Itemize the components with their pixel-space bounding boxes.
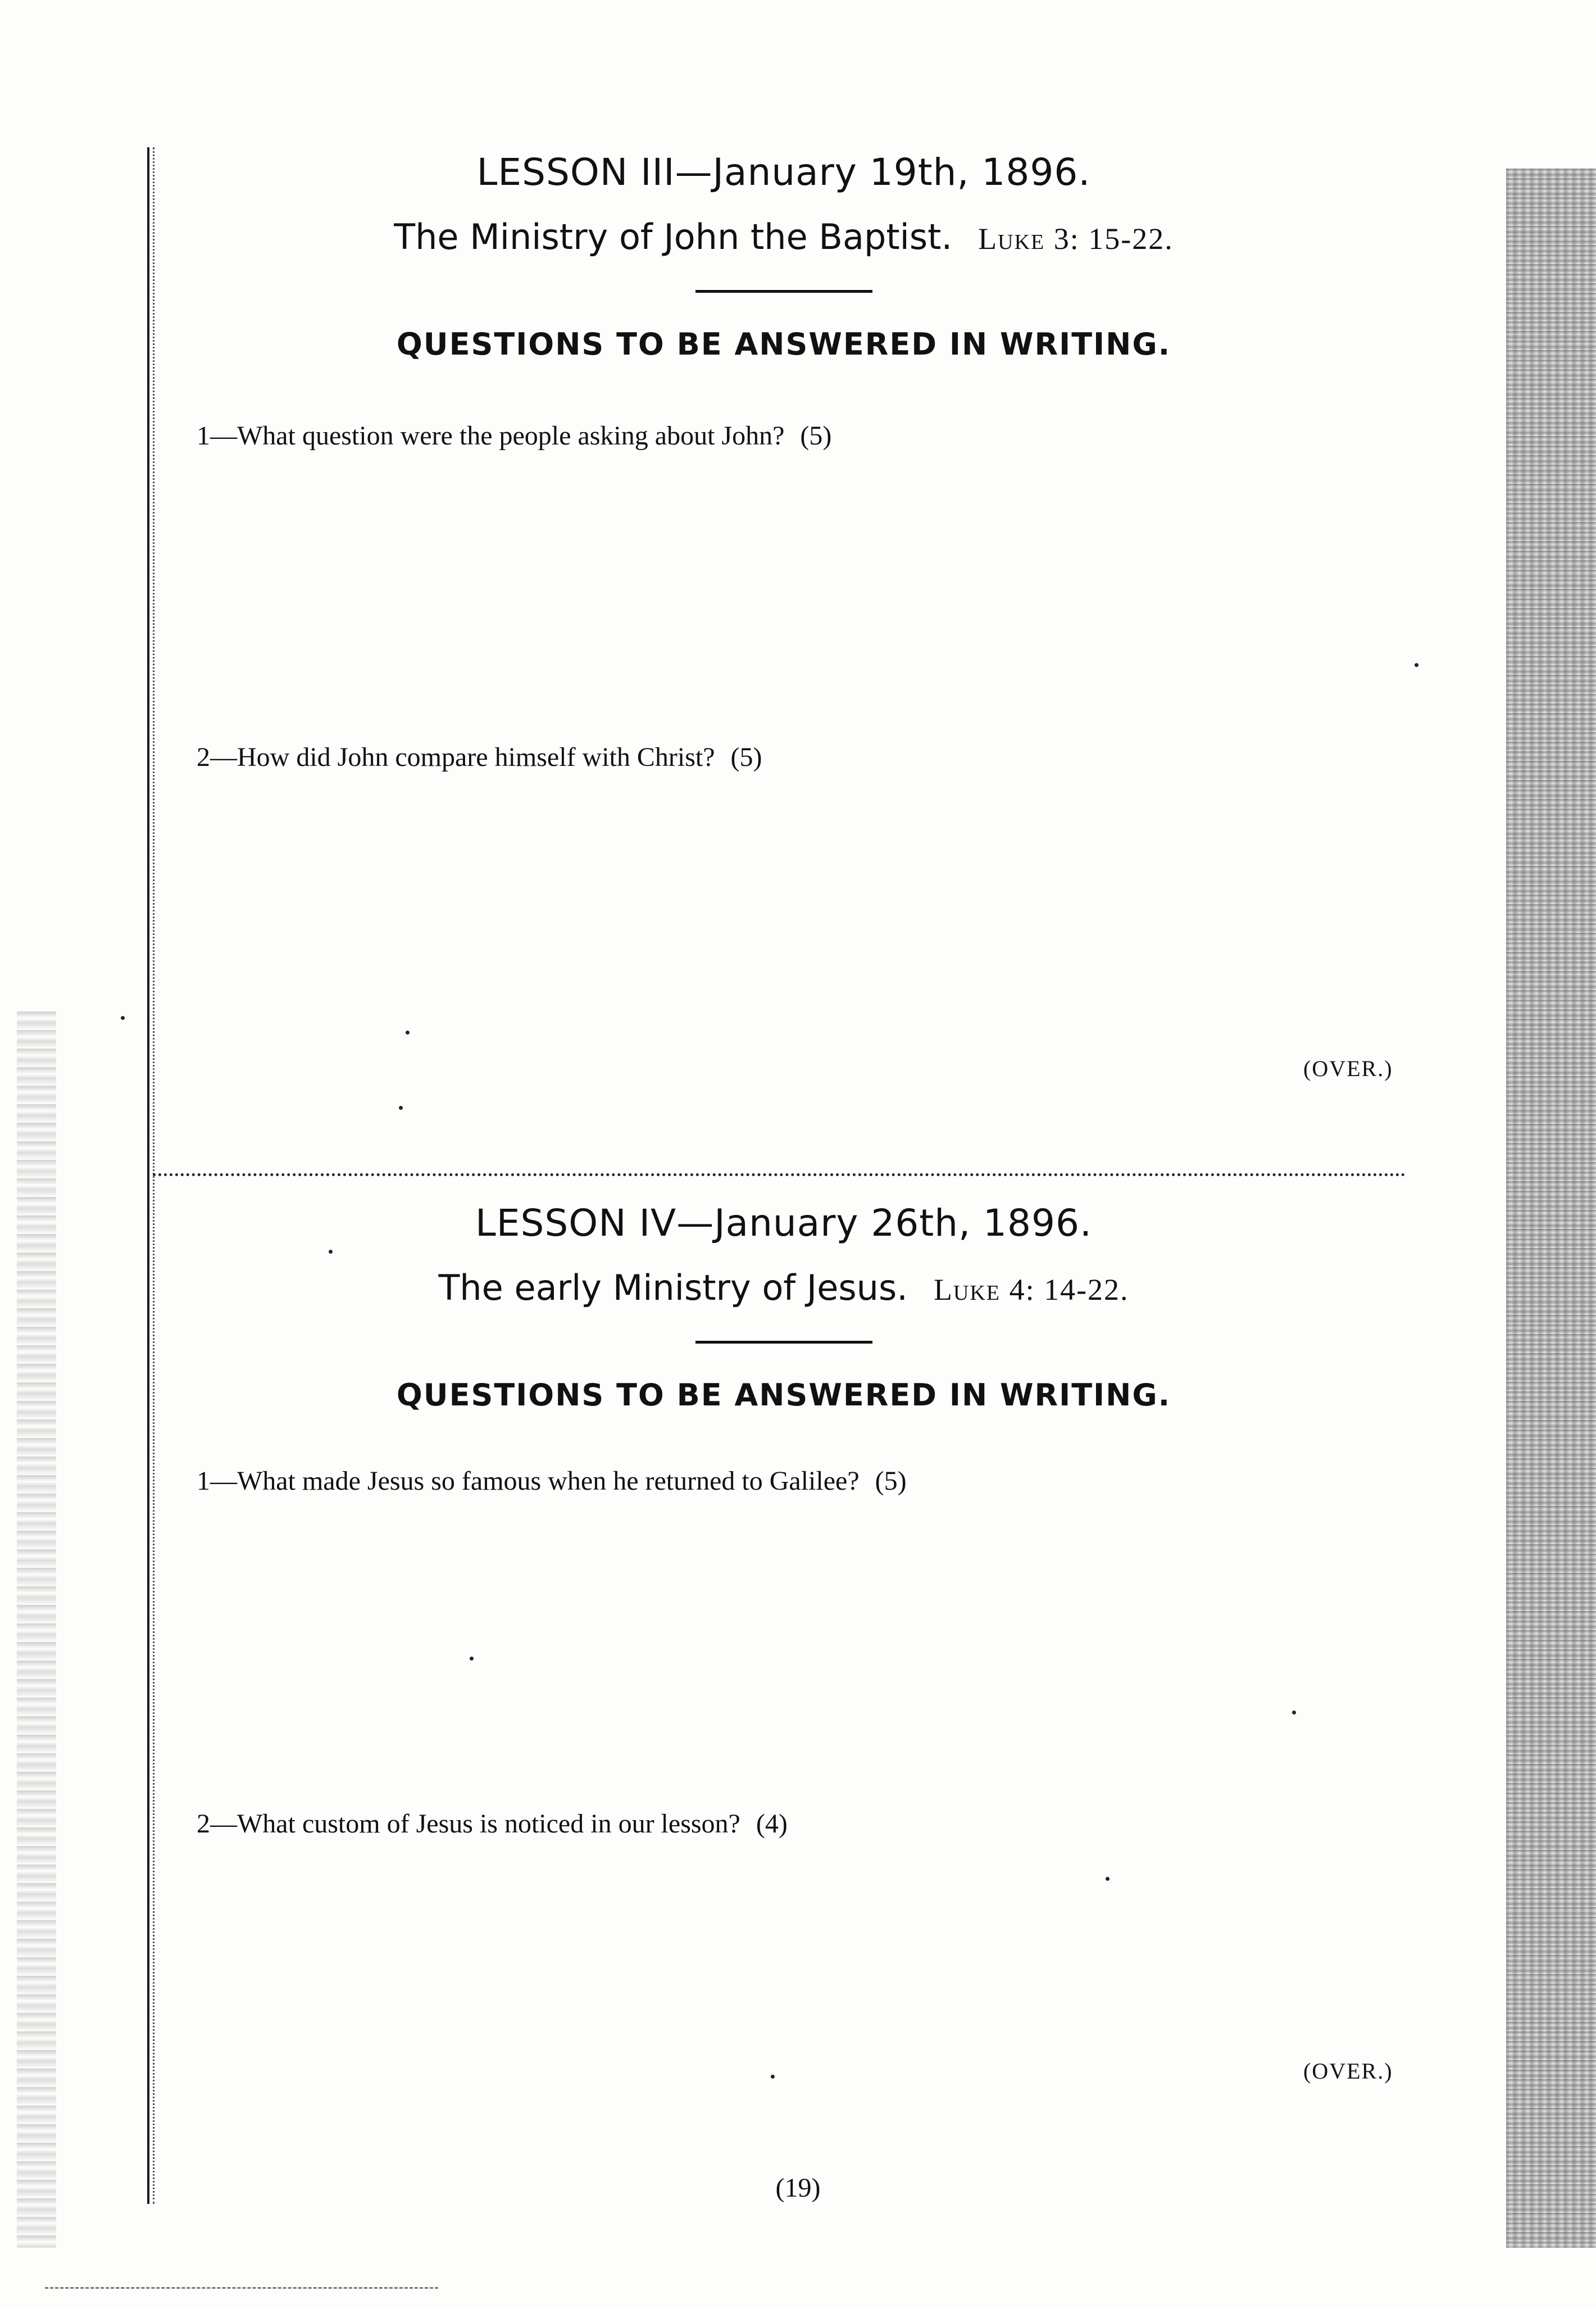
lesson-title-text: The Ministry of John the Baptist. (394, 216, 953, 257)
question-text: 1—What made Jesus so famous when he returned to Galilee? (197, 1466, 860, 1496)
scan-bottom-marks (45, 2287, 438, 2292)
question-text: 2—How did John compare himself with Christ? (197, 742, 715, 772)
question-text: 2—What custom of Jesus is noticed in our lesson? (197, 1809, 740, 1839)
lesson-title (157, 1267, 1410, 1308)
question-text: 1—What question were the people asking about John? (197, 421, 785, 451)
scan-speck (1415, 663, 1418, 667)
question-item (197, 1466, 907, 1496)
questions-heading: QUESTIONS TO BE ANSWERED IN WRITING. (396, 1377, 1171, 1413)
over-note: (OVER.) (1303, 1056, 1393, 1081)
title-rule (695, 290, 872, 293)
scan-left-edge-marks (17, 1011, 56, 2248)
question-item (197, 420, 831, 451)
question-item (197, 742, 762, 773)
scripture-book: Luke (933, 1273, 1001, 1307)
scan-speck (470, 1657, 474, 1661)
question-points: (5) (800, 421, 832, 451)
scripture-reference (934, 1273, 1129, 1307)
question-points: (5) (730, 742, 762, 772)
scripture-verses: 3: 15-22. (1053, 222, 1174, 256)
scripture-verses: 4: 14-22. (1009, 1273, 1129, 1307)
lesson-section-3 (157, 151, 1410, 772)
scan-edge-shadow (1506, 169, 1596, 2248)
over-note: (OVER.) (1303, 2058, 1393, 2084)
lesson-heading: LESSON IV—January 26th, 1896. (475, 1201, 1092, 1245)
question-item (197, 1808, 788, 1839)
scan-speck (1106, 1877, 1110, 1881)
questions-heading: QUESTIONS TO BE ANSWERED IN WRITING. (396, 326, 1171, 362)
question-points: (5) (875, 1466, 907, 1496)
page-number: (19) (775, 2173, 821, 2203)
lesson-heading: LESSON III—January 19th, 1896. (476, 151, 1091, 194)
question-points: (4) (756, 1809, 788, 1839)
lesson-title-text: The early Ministry of Jesus. (438, 1267, 908, 1308)
scan-speck (1292, 1711, 1296, 1714)
lesson-section-4 (157, 1201, 1410, 1839)
scan-speck (406, 1031, 410, 1035)
scripture-book: Luke (978, 222, 1045, 256)
left-margin-rule (147, 147, 149, 2204)
scripture-reference (978, 222, 1174, 256)
scan-speck (771, 2075, 775, 2079)
scan-speck (329, 1250, 333, 1254)
scan-speck (121, 1016, 125, 1020)
lesson-title (157, 216, 1410, 257)
section-divider (153, 1173, 1406, 1176)
scan-speck (399, 1106, 403, 1110)
title-rule (695, 1341, 872, 1344)
